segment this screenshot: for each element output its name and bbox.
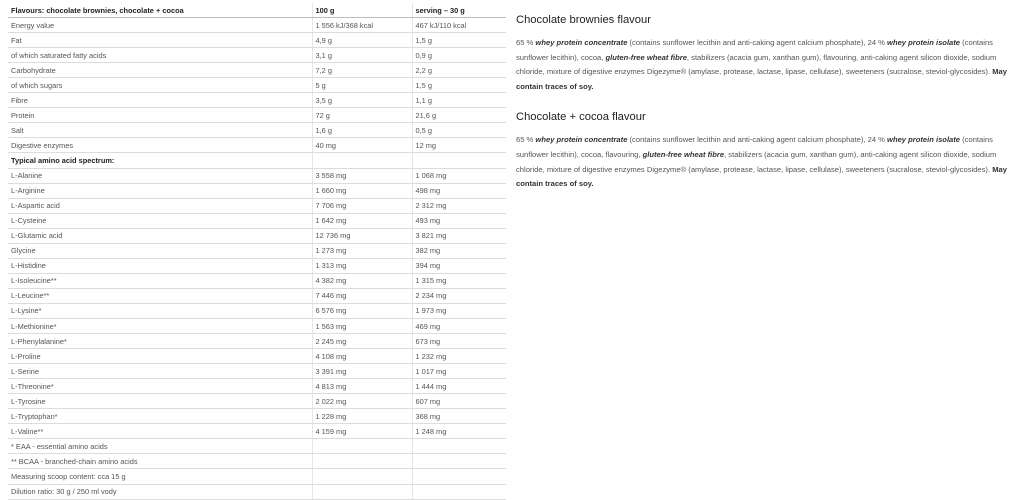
row-label: L-Aspartic acid (8, 198, 312, 213)
amino-acid-row (8, 409, 506, 424)
row-label: of which sugars (8, 78, 312, 93)
value-per-serving: 498 mg (412, 183, 506, 198)
nutrient-row (8, 63, 506, 78)
value-per-100g: 7 446 mg (312, 288, 412, 303)
amino-acid-row (8, 349, 506, 364)
value-per-serving: 1 315 mg (412, 273, 506, 288)
row-label: L-Serine (8, 364, 312, 379)
value-per-serving: 467 kJ/110 kcal (412, 18, 506, 33)
value-per-100g: 1 273 mg (312, 243, 412, 258)
row-label: Salt (8, 123, 312, 138)
row-label: L-Proline (8, 349, 312, 364)
nutrient-row (8, 123, 506, 138)
empty-cell (312, 454, 412, 469)
footnote-text: Measuring scoop content: cca 15 g (8, 469, 312, 484)
amino-heading-row (8, 153, 506, 168)
amino-acid-row (8, 303, 506, 318)
value-per-100g: 1 660 mg (312, 183, 412, 198)
value-per-100g: 1 556 kJ/368 kcal (312, 18, 412, 33)
value-per-serving: 1 068 mg (412, 168, 506, 183)
row-label: L-Threonine* (8, 379, 312, 394)
flavour-title: Chocolate brownies flavour (516, 14, 651, 26)
amino-acid-row (8, 243, 506, 258)
ingredient-text: 65 % (516, 135, 536, 145)
amino-acid-row (8, 288, 506, 303)
value-per-100g: 3,1 g (312, 48, 412, 63)
value-per-100g: 7 706 mg (312, 198, 412, 213)
value-per-100g: 40 mg (312, 138, 412, 153)
value-per-serving: 493 mg (412, 213, 506, 228)
amino-acid-row (8, 183, 506, 198)
value-per-100g: 5 g (312, 78, 412, 93)
ingredient-text: (contains sunflower lecithin and anti-caking agent calcium phosphate), 24 % (627, 38, 888, 47)
nutrient-row (8, 108, 506, 123)
footnote-text: ** BCAA - branched-chain amino acids (8, 454, 312, 469)
value-per-100g: 12 736 mg (312, 228, 412, 243)
amino-acid-heading: Typical amino acid spectrum: (8, 153, 312, 168)
value-per-100g: 1 313 mg (312, 258, 412, 273)
nutrient-row (8, 18, 506, 33)
value-per-100g: 4 108 mg (312, 349, 412, 364)
amino-acid-row (8, 364, 506, 379)
row-label: L-Arginine (8, 183, 312, 198)
empty-cell (312, 153, 412, 168)
amino-acid-row (8, 334, 506, 349)
nutrient-row (8, 138, 506, 153)
value-per-serving: 1,5 g (412, 33, 506, 48)
value-per-100g: 1 563 mg (312, 318, 412, 333)
header-serving: serving – 30 g (412, 3, 506, 18)
row-label: L-Alanine (8, 168, 312, 183)
footnote-row (8, 454, 506, 469)
row-label: Fibre (8, 93, 312, 108)
amino-acid-row (8, 228, 506, 243)
value-per-100g: 2 245 mg (312, 334, 412, 349)
nutrient-row (8, 78, 506, 93)
highlighted-ingredient: whey protein concentrate (535, 135, 628, 145)
empty-cell (312, 484, 412, 499)
value-per-serving: 12 mg (412, 138, 506, 153)
value-per-serving: 1 248 mg (412, 424, 506, 439)
amino-acid-row (8, 424, 506, 439)
value-per-serving: 3 821 mg (412, 228, 506, 243)
value-per-100g: 72 g (312, 108, 412, 123)
footnote-text: Dilution ratio: 30 g / 250 ml vody (8, 484, 312, 499)
footnote-row (8, 484, 506, 499)
value-per-serving: 1,1 g (412, 93, 506, 108)
value-per-serving: 1 017 mg (412, 364, 506, 379)
value-per-serving: 469 mg (412, 318, 506, 333)
row-label: Carbohydrate (8, 63, 312, 78)
value-per-serving: 1 232 mg (412, 349, 506, 364)
row-label: L-Histidine (8, 258, 312, 273)
amino-acid-row (8, 213, 506, 228)
header-flavours: Flavours: chocolate brownies, chocolate + cocoa (8, 3, 312, 18)
nutrient-row (8, 93, 506, 108)
flavour-title: Chocolate + cocoa flavour (516, 111, 646, 124)
value-per-serving: 673 mg (412, 334, 506, 349)
amino-acid-row (8, 318, 506, 333)
ingredient-text: 65 % (516, 38, 536, 47)
row-label: L-Phenylalanine* (8, 334, 312, 349)
row-label: L-Cysteine (8, 213, 312, 228)
header-per-100g: 100 g (312, 3, 412, 18)
nutrition-table (8, 3, 506, 500)
footnote-text: * EAA - essential amino acids (8, 439, 312, 454)
allergen-warning: May contain traces of soy. (516, 67, 1007, 91)
footnote-row (8, 439, 506, 454)
value-per-serving: 21,6 g (412, 108, 506, 123)
ingredient-text: (contains sunflower lecithin and anti-caking agent calcium phosphate), 24 % (627, 135, 888, 145)
value-per-100g: 1,6 g (312, 123, 412, 138)
value-per-100g: 4,9 g (312, 33, 412, 48)
row-label: Protein (8, 108, 312, 123)
value-per-100g: 4 813 mg (312, 379, 412, 394)
row-label: Fat (8, 33, 312, 48)
value-per-serving: 1 444 mg (412, 379, 506, 394)
value-per-100g: 1 228 mg (312, 409, 412, 424)
empty-cell (312, 439, 412, 454)
value-per-serving: 368 mg (412, 409, 506, 424)
value-per-serving: 0,9 g (412, 48, 506, 63)
value-per-100g: 3 391 mg (312, 364, 412, 379)
value-per-serving: 607 mg (412, 394, 506, 409)
value-per-serving: 2 234 mg (412, 288, 506, 303)
row-label: L-Leucine** (8, 288, 312, 303)
nutrient-row (8, 33, 506, 48)
row-label: Energy value (8, 18, 312, 33)
value-per-100g: 1 642 mg (312, 213, 412, 228)
row-label: L-Glutamic acid (8, 228, 312, 243)
value-per-serving: 2,2 g (412, 63, 506, 78)
row-label: L-Methionine* (8, 318, 312, 333)
amino-acid-row (8, 198, 506, 213)
ingredient-text: (contains sunflower lecithin), cocoa, (516, 38, 993, 62)
value-per-serving: 2 312 mg (412, 198, 506, 213)
empty-cell (312, 469, 412, 484)
row-label: L-Tryptophan* (8, 409, 312, 424)
ingredients-text (516, 133, 1016, 191)
row-label: of which saturated fatty acids (8, 48, 312, 63)
value-per-100g: 2 022 mg (312, 394, 412, 409)
row-label: L-Valine** (8, 424, 312, 439)
row-label: L-Isoleucine** (8, 273, 312, 288)
highlighted-ingredient: gluten-free wheat fibre (642, 149, 725, 159)
row-label: L-Tyrosine (8, 394, 312, 409)
ingredients-section (516, 0, 1016, 192)
value-per-100g: 4 159 mg (312, 424, 412, 439)
highlighted-ingredient: gluten-free wheat fibre (605, 52, 687, 62)
ingredient-text: , stabilizers (acacia gum, xanthan gum), anti-caking agent silicon dioxide, sodium chloride, mixture of digestive enzymes Digezyme® (amylase, protease, lactase, lipase, cellulase), sweeteners (sucralose, steviol-glycosides). (516, 149, 997, 174)
ingredients-text (516, 36, 1016, 94)
amino-acid-row (8, 168, 506, 183)
value-per-100g: 3,5 g (312, 93, 412, 108)
row-label: Digestive enzymes (8, 138, 312, 153)
value-per-serving: 1 973 mg (412, 303, 506, 318)
empty-cell (412, 469, 506, 484)
row-label: L-Lysine* (8, 303, 312, 318)
amino-acid-row (8, 379, 506, 394)
value-per-serving: 0,5 g (412, 123, 506, 138)
value-per-serving: 394 mg (412, 258, 506, 273)
empty-cell (412, 484, 506, 499)
amino-acid-row (8, 273, 506, 288)
ingredient-text: , stabilizers (acacia gum, xanthan gum), flavouring, anti-caking agent silicon dioxide, sodium chloride, mixture of digestive enzymes Digezyme® (amylase, protease, lactase, lipase, cellulase), sweeteners (sucralose, steviol-glycosides). (516, 52, 997, 77)
value-per-100g: 6 576 mg (312, 303, 412, 318)
empty-cell (412, 454, 506, 469)
highlighted-ingredient: whey protein concentrate (535, 38, 628, 47)
highlighted-ingredient: whey protein isolate (887, 135, 961, 145)
empty-cell (412, 153, 506, 168)
value-per-100g: 4 382 mg (312, 273, 412, 288)
footnote-row (8, 469, 506, 484)
ingredient-text: (contains sunflower lecithin), cocoa, flavouring, (516, 135, 993, 159)
amino-acid-row (8, 258, 506, 273)
nutrition-table-body (8, 18, 506, 500)
amino-acid-row (8, 394, 506, 409)
value-per-100g: 7,2 g (312, 63, 412, 78)
empty-cell (412, 439, 506, 454)
row-label: Glycine (8, 243, 312, 258)
value-per-100g: 3 558 mg (312, 168, 412, 183)
value-per-serving: 1,5 g (412, 78, 506, 93)
nutrient-row (8, 48, 506, 63)
highlighted-ingredient: whey protein isolate (887, 38, 961, 47)
table-header-row (8, 3, 506, 18)
allergen-warning: May contain traces of soy. (516, 164, 1007, 189)
value-per-serving: 382 mg (412, 243, 506, 258)
